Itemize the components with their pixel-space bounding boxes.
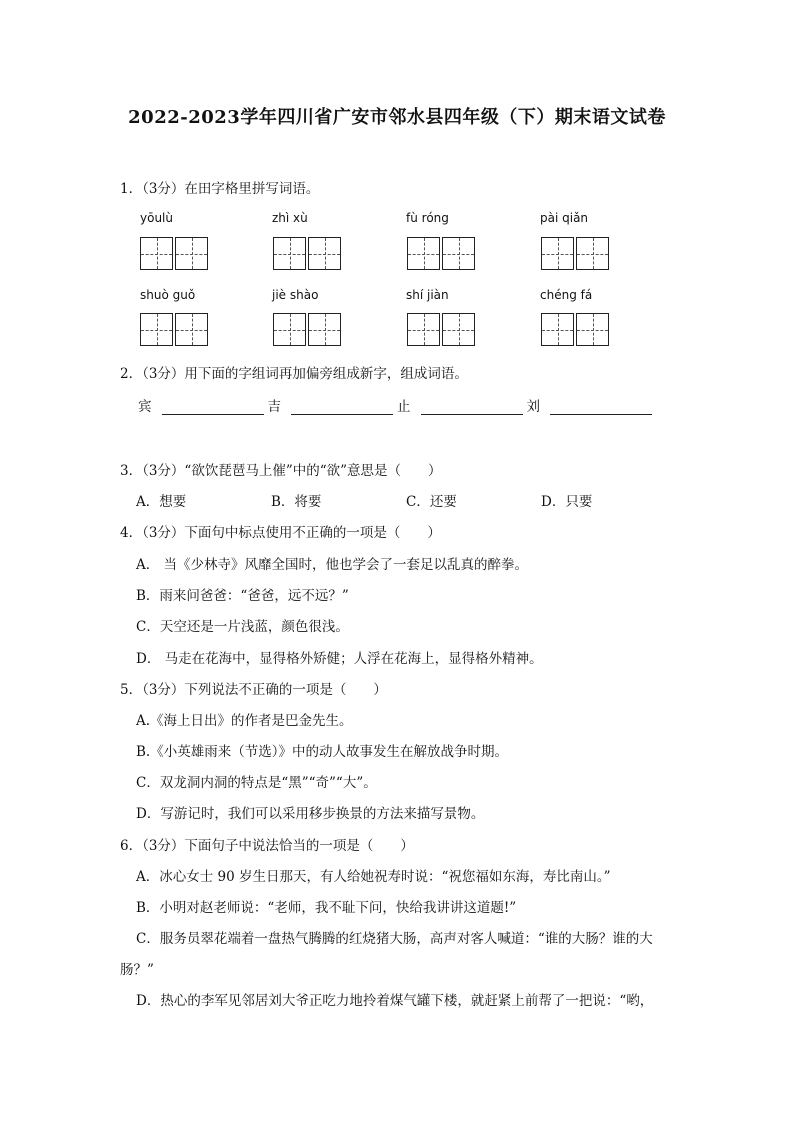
- pinyin-4: pài qiǎn: [540, 211, 589, 225]
- option-d[interactable]: D．热心的李军见邻居刘大爷正吃力地拎着煤气罐下楼，就赶紧上前帮了一把说：“哟，: [136, 993, 654, 1009]
- tianzige-cell[interactable]: [576, 237, 609, 270]
- fill-char-3: 止: [397, 399, 411, 415]
- tianzige-pair-4[interactable]: [541, 237, 609, 270]
- fill-char-4: 刘: [526, 399, 540, 415]
- option-b[interactable]: B．雨来问爸爸：“爸爸，远不远？”: [136, 588, 349, 604]
- tianzige-pair-5[interactable]: [140, 313, 208, 346]
- option-d[interactable]: D．只要: [541, 494, 593, 510]
- option-c[interactable]: C．天空还是一片浅蓝，颜色很浅。: [136, 619, 349, 635]
- tianzige-pair-8[interactable]: [541, 313, 609, 346]
- question-5-stem: 5．（3分）下列说法不正确的一项是（ ）: [120, 682, 387, 698]
- tianzige-cell[interactable]: [407, 313, 440, 346]
- tianzige-cell[interactable]: [541, 237, 574, 270]
- fill-blank-3[interactable]: [421, 400, 523, 415]
- page-title: 2022-2023学年四川省广安市邻水县四年级（下）期末语文试卷: [128, 107, 666, 128]
- option-d[interactable]: D． 马走在花海中，显得格外矫健；人浮在花海上，显得格外精神。: [136, 651, 543, 667]
- question-6-stem: 6．（3分）下面句子中说法恰当的一项是（ ）: [120, 838, 414, 854]
- tianzige-cell[interactable]: [175, 237, 208, 270]
- fill-blank-1[interactable]: [162, 400, 264, 415]
- tianzige-cell[interactable]: [407, 237, 440, 270]
- option-b[interactable]: B．将要: [271, 494, 322, 510]
- question-3-stem: 3．（3分）“欲饮琵琶马上催”中的“欲”意思是（ ）: [120, 463, 442, 479]
- option-c-continued: 肠？”: [120, 962, 154, 978]
- question-2-fill-row: [138, 395, 656, 415]
- pinyin-7: shí jiàn: [406, 288, 449, 302]
- tianzige-cell[interactable]: [273, 313, 306, 346]
- fill-blank-2[interactable]: [291, 400, 393, 415]
- pinyin-6: jiè shào: [272, 288, 319, 302]
- pinyin-3: fù róng: [406, 211, 449, 225]
- tianzige-cell[interactable]: [576, 313, 609, 346]
- option-a[interactable]: A.《海上日出》的作者是巴金先生。: [136, 713, 353, 729]
- option-b[interactable]: B.《小英雄雨来（节选）》中的动人故事发生在解放战争时期。: [136, 744, 508, 760]
- pinyin-1: yōulù: [140, 211, 173, 225]
- option-d[interactable]: D．写游记时，我们可以采用移步换景的方法来描写景物。: [136, 806, 485, 822]
- tianzige-pair-6[interactable]: [273, 313, 341, 346]
- tianzige-pair-1[interactable]: [140, 237, 208, 270]
- tianzige-cell[interactable]: [541, 313, 574, 346]
- option-b[interactable]: B．小明对赵老师说：“老师，我不耻下问，快给我讲讲这道题!”: [136, 900, 517, 916]
- tianzige-cell[interactable]: [442, 237, 475, 270]
- tianzige-pair-7[interactable]: [407, 313, 475, 346]
- tianzige-cell[interactable]: [140, 313, 173, 346]
- question-2-stem: 2．（3分）用下面的字组词再加偏旁组成新字，组成词语。: [120, 366, 468, 382]
- question-3-options: [136, 490, 676, 510]
- tianzige-cell[interactable]: [442, 313, 475, 346]
- question-1-stem: 1．（3分）在田字格里拼写词语。: [120, 181, 320, 197]
- tianzige-pair-2[interactable]: [273, 237, 341, 270]
- tianzige-cell[interactable]: [175, 313, 208, 346]
- option-a[interactable]: A． 当《少林寺》风靡全国时，他也学会了一套足以乱真的醉拳。: [136, 557, 529, 573]
- tianzige-cell[interactable]: [140, 237, 173, 270]
- tianzige-cell[interactable]: [308, 313, 341, 346]
- pinyin-8: chéng fá: [540, 288, 593, 302]
- fill-char-1: 宾: [138, 399, 152, 415]
- pinyin-2: zhì xù: [272, 211, 308, 225]
- option-c[interactable]: C．双龙洞内洞的特点是“黑”“奇”“大”。: [136, 775, 377, 791]
- tianzige-pair-3[interactable]: [407, 237, 475, 270]
- option-c[interactable]: C．服务员翠花端着一盘热气腾腾的红烧猪大肠，高声对客人喊道：“谁的大肠？谁的大: [136, 931, 653, 947]
- option-a[interactable]: A．想要: [136, 494, 187, 510]
- option-c[interactable]: C．还要: [406, 494, 457, 510]
- fill-char-2: 吉: [267, 399, 281, 415]
- pinyin-5: shuò guǒ: [140, 288, 196, 302]
- tianzige-cell[interactable]: [273, 237, 306, 270]
- fill-blank-4[interactable]: [550, 400, 652, 415]
- option-a[interactable]: A．冰心女士 90 岁生日那天，有人给她祝寿时说：“祝您福如东海，寿比南山。”: [136, 869, 611, 885]
- tianzige-cell[interactable]: [308, 237, 341, 270]
- question-4-stem: 4．（3分）下面句中标点使用不正确的一项是（ ）: [120, 525, 441, 541]
